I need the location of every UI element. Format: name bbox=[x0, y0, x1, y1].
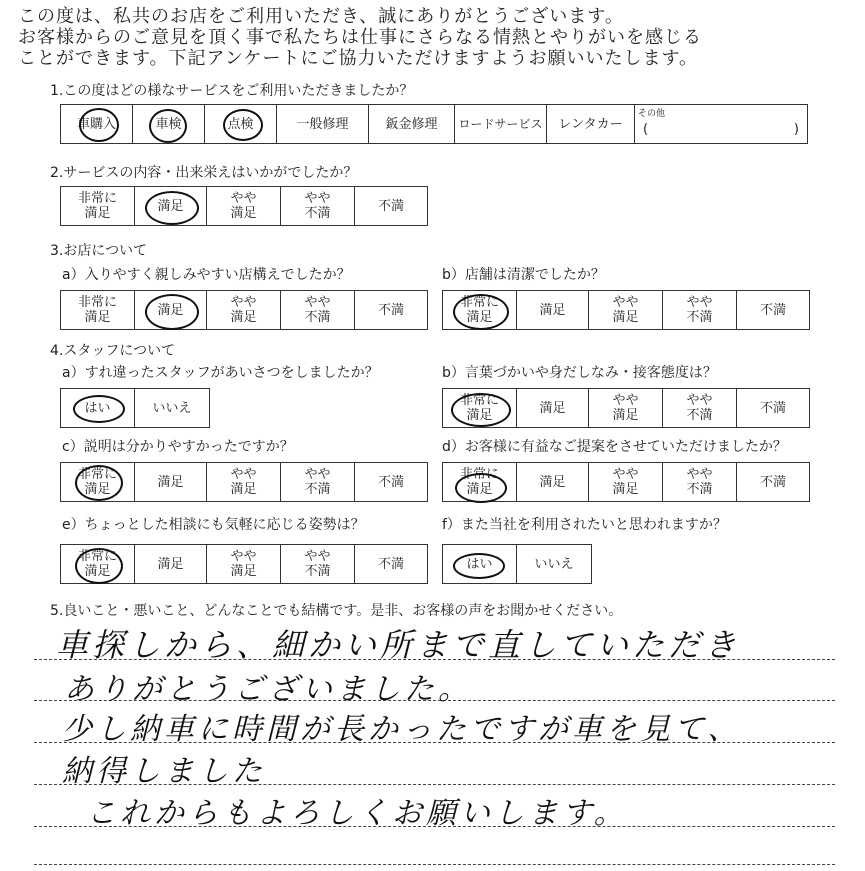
q4b-label: b）言葉づかいや身だしなみ・接客態度は？ bbox=[442, 365, 717, 381]
q3-label: 3.お店について bbox=[50, 243, 148, 259]
q4b-somewhat-dissatisfied[interactable]: やや 不満 bbox=[663, 389, 737, 427]
q4b-options bbox=[442, 388, 810, 428]
intro-text bbox=[18, 6, 702, 69]
q3b-somewhat-satisfied[interactable]: やや 満足 bbox=[589, 291, 663, 329]
q4d-satisfied[interactable]: 満足 bbox=[517, 463, 589, 501]
q1-option-sheet-metal[interactable]: 鈑金修理 bbox=[369, 105, 455, 143]
q4a-no[interactable]: いいえ bbox=[152, 400, 192, 416]
handwritten-line-4: 納得しました bbox=[62, 754, 266, 789]
answer-line-6 bbox=[34, 864, 835, 865]
q4f-no[interactable]: いいえ bbox=[534, 556, 574, 572]
q4b-somewhat-satisfied[interactable]: やや 満足 bbox=[589, 389, 663, 427]
q4e-somewhat-dissatisfied[interactable]: やや 不満 bbox=[281, 545, 355, 583]
q5-label: 5.良いこと・悪いこと、どんなことでも結構です。是非、お客様の声をお聞かせください。 bbox=[50, 603, 623, 619]
q3a-satisfied[interactable]: 満足 bbox=[135, 291, 207, 329]
q4a-label: a）すれ違ったスタッフがあいさつをしましたか？ bbox=[62, 365, 379, 381]
q3a-dissatisfied[interactable]: 不満 bbox=[377, 302, 404, 318]
q2-option-somewhat-satisfied[interactable]: やや 満足 bbox=[207, 187, 281, 225]
q4a-yes[interactable]: はい bbox=[61, 389, 135, 427]
q4c-satisfied[interactable]: 満足 bbox=[135, 463, 207, 501]
q3b-label: b）店舗は清潔でしたか？ bbox=[442, 267, 605, 283]
q3a-somewhat-satisfied[interactable]: やや 満足 bbox=[207, 291, 281, 329]
q4b-very-satisfied[interactable]: 非常に 満足 bbox=[443, 389, 517, 427]
q4d-somewhat-dissatisfied[interactable]: やや 不満 bbox=[663, 463, 737, 501]
q4a-options bbox=[60, 388, 210, 428]
q4f-label: f）また当社を利用されたいと思われますか？ bbox=[442, 517, 727, 533]
intro-line-3: ことができます。下記アンケートにご協力いただけますようお願いいたします。 bbox=[18, 48, 699, 69]
q4b-satisfied[interactable]: 満足 bbox=[517, 389, 589, 427]
q4e-very-satisfied[interactable]: 非常に 満足 bbox=[61, 545, 135, 583]
handwritten-line-5: これからもよろしくお願いします。 bbox=[86, 796, 628, 831]
q1-option-general-repair[interactable]: 一般修理 bbox=[277, 105, 369, 143]
q4d-label: d）お客様に有益なご提案をさせていただけましたか？ bbox=[442, 439, 787, 455]
q4d-very-satisfied[interactable]: 非常に 満足 bbox=[443, 463, 517, 501]
q4f-options bbox=[442, 544, 592, 584]
q3b-dissatisfied[interactable]: 不満 bbox=[759, 302, 786, 318]
q4e-options bbox=[60, 544, 428, 584]
handwritten-line-3: 少し納車に時間が長かったですが車を見て、 bbox=[62, 712, 742, 747]
q2-option-dissatisfied[interactable]: 不満 bbox=[377, 198, 404, 214]
q4c-somewhat-satisfied[interactable]: やや 満足 bbox=[207, 463, 281, 501]
q2-label: 2.サービスの内容・出来栄えはいかがでしたか？ bbox=[50, 165, 358, 181]
q2-option-somewhat-dissatisfied[interactable]: やや 不満 bbox=[281, 187, 355, 225]
q1-option-rental[interactable]: レンタカー bbox=[547, 105, 635, 143]
q3a-options bbox=[60, 290, 428, 330]
intro-line-2: お客様からのご意見を頂く事で私たちは仕事にさらなる情熱とやりがいを感じる bbox=[18, 27, 702, 48]
intro-line-1: この度は、私共のお店をご利用いただき、誠にありがとうございます。 bbox=[18, 6, 624, 27]
q3a-label: a）入りやすく親しみやすい店構えでしたか？ bbox=[62, 267, 351, 283]
q4c-very-satisfied[interactable]: 非常に 満足 bbox=[61, 463, 135, 501]
q4c-somewhat-dissatisfied[interactable]: やや 不満 bbox=[281, 463, 355, 501]
q1-option-checkup[interactable]: 点検 bbox=[205, 105, 277, 143]
q4e-somewhat-satisfied[interactable]: やや 満足 bbox=[207, 545, 281, 583]
q3b-very-satisfied[interactable]: 非常に 満足 bbox=[443, 291, 517, 329]
q4e-label: e）ちょっとした相談にも気軽に応じる姿勢は？ bbox=[62, 517, 365, 533]
q4e-satisfied[interactable]: 満足 bbox=[135, 545, 207, 583]
q3a-somewhat-dissatisfied[interactable]: やや 不満 bbox=[281, 291, 355, 329]
q2-option-very-satisfied[interactable]: 非常に 満足 bbox=[61, 187, 135, 225]
handwritten-line-1: 車探しから、細かい所まで直していただき bbox=[56, 626, 741, 664]
q4f-yes[interactable]: はい bbox=[443, 545, 517, 583]
q4-label: 4.スタッフについて bbox=[50, 343, 176, 359]
q1-option-inspection[interactable]: 車検 bbox=[133, 105, 205, 143]
q1-options bbox=[60, 104, 808, 144]
q3b-satisfied[interactable]: 満足 bbox=[517, 291, 589, 329]
handwritten-line-2: ありがとうございました。 bbox=[64, 672, 472, 707]
q4c-dissatisfied[interactable]: 不満 bbox=[377, 474, 404, 490]
q3a-very-satisfied[interactable]: 非常に 満足 bbox=[61, 291, 135, 329]
q1-label: 1.この度はどの様なサービスをご利用いただきましたか？ bbox=[50, 83, 414, 99]
q1-option-road-service[interactable]: ロードサービス bbox=[455, 105, 547, 143]
q2-options bbox=[60, 186, 428, 226]
q3b-options bbox=[442, 290, 810, 330]
q2-option-satisfied[interactable]: 満足 bbox=[135, 187, 207, 225]
q1-option-purchase[interactable]: 車購入 bbox=[61, 105, 133, 143]
q3b-somewhat-dissatisfied[interactable]: やや 不満 bbox=[663, 291, 737, 329]
q4d-options bbox=[442, 462, 810, 502]
q1-option-other[interactable]: その他 ( ) bbox=[638, 109, 799, 137]
q4b-dissatisfied[interactable]: 不満 bbox=[759, 400, 786, 416]
q4e-dissatisfied[interactable]: 不満 bbox=[377, 556, 404, 572]
q4d-somewhat-satisfied[interactable]: やや 満足 bbox=[589, 463, 663, 501]
q4c-options bbox=[60, 462, 428, 502]
q4c-label: c）説明は分かりやすかったですか？ bbox=[62, 439, 294, 455]
q4d-dissatisfied[interactable]: 不満 bbox=[759, 474, 786, 490]
